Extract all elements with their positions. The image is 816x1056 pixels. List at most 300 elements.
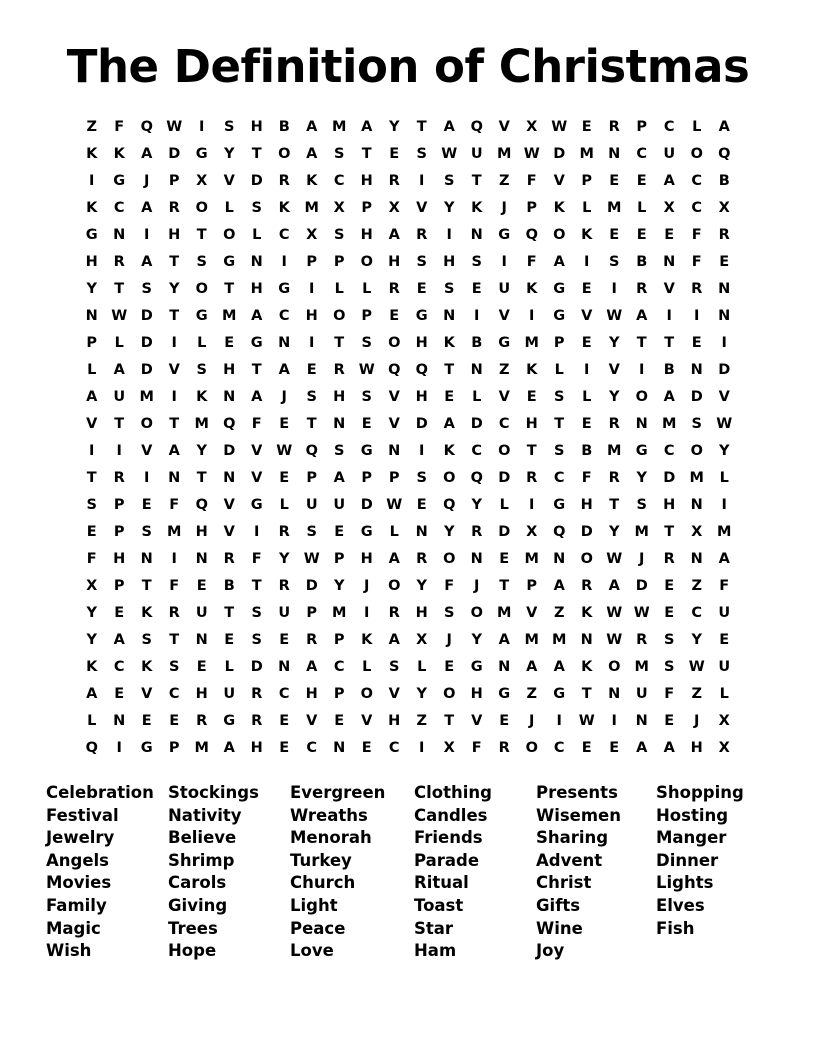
puzzle-grid-cell[interactable]: F <box>664 686 675 702</box>
word-list-item[interactable]: Peace <box>290 918 346 938</box>
puzzle-grid-cell[interactable]: T <box>196 227 207 243</box>
puzzle-grid-cell[interactable]: A <box>663 389 675 405</box>
puzzle-grid-cell[interactable]: V <box>416 200 428 216</box>
puzzle-grid-cell[interactable]: Q <box>718 146 731 162</box>
puzzle-grid-cell[interactable]: C <box>691 173 703 189</box>
puzzle-grid-cell[interactable]: I <box>556 713 562 729</box>
puzzle-grid-cell[interactable]: Y <box>471 632 482 648</box>
puzzle-grid-cell[interactable]: H <box>113 551 126 567</box>
puzzle-grid-cell[interactable]: A <box>306 119 318 135</box>
puzzle-grid-cell[interactable]: S <box>306 524 317 540</box>
puzzle-grid-cell[interactable]: T <box>334 335 345 351</box>
puzzle-grid-cell[interactable]: Y <box>389 119 400 135</box>
puzzle-grid-cell[interactable]: S <box>416 470 427 486</box>
puzzle-grid-cell[interactable]: S <box>471 254 482 270</box>
puzzle-grid-cell[interactable]: Q <box>443 497 456 513</box>
puzzle-grid-cell[interactable]: D <box>140 335 153 351</box>
puzzle-grid-cell[interactable]: R <box>388 605 400 621</box>
puzzle-grid-cell[interactable]: G <box>250 335 263 351</box>
puzzle-grid-cell[interactable]: T <box>114 281 125 297</box>
puzzle-grid-cell[interactable]: N <box>415 524 428 540</box>
puzzle-grid-cell[interactable]: U <box>718 659 731 675</box>
puzzle-grid-cell[interactable]: Q <box>415 362 428 378</box>
puzzle-grid-cell[interactable]: K <box>581 227 593 243</box>
puzzle-grid-cell[interactable]: Y <box>86 281 97 297</box>
puzzle-grid-cell[interactable]: M <box>304 200 319 216</box>
puzzle-grid-cell[interactable]: T <box>86 470 97 486</box>
puzzle-grid-cell[interactable]: H <box>250 281 263 297</box>
puzzle-grid-cell[interactable]: L <box>582 389 592 405</box>
puzzle-grid-cell[interactable]: K <box>306 173 318 189</box>
puzzle-grid-cell[interactable]: M <box>497 605 512 621</box>
puzzle-grid-cell[interactable]: V <box>251 470 263 486</box>
puzzle-grid-cell[interactable]: K <box>86 200 98 216</box>
puzzle-grid-cell[interactable]: L <box>224 659 234 675</box>
puzzle-grid-cell[interactable]: R <box>636 281 648 297</box>
puzzle-grid-cell[interactable]: E <box>416 281 427 297</box>
puzzle-grid-cell[interactable]: H <box>85 254 98 270</box>
puzzle-grid-cell[interactable]: D <box>360 497 373 513</box>
puzzle-grid-cell[interactable]: A <box>223 740 235 756</box>
puzzle-grid-cell[interactable]: D <box>690 389 703 405</box>
puzzle-grid-cell[interactable]: A <box>553 578 565 594</box>
puzzle-grid-cell[interactable]: C <box>553 470 565 486</box>
puzzle-grid-cell[interactable]: N <box>470 551 483 567</box>
puzzle-grid-cell[interactable]: E <box>279 632 290 648</box>
word-list-item[interactable]: Jewelry <box>46 828 115 848</box>
puzzle-grid-cell[interactable]: L <box>114 335 124 351</box>
puzzle-grid-cell[interactable]: K <box>443 335 455 351</box>
puzzle-grid-cell[interactable]: Y <box>224 146 235 162</box>
word-list-item[interactable]: Fish <box>656 918 695 938</box>
puzzle-grid-cell[interactable]: K <box>86 146 98 162</box>
puzzle-grid-cell[interactable]: K <box>141 659 153 675</box>
puzzle-grid-cell[interactable]: Q <box>553 524 566 540</box>
puzzle-grid-cell[interactable]: D <box>250 659 263 675</box>
puzzle-grid-cell[interactable]: U <box>635 686 648 702</box>
puzzle-grid-cell[interactable]: I <box>639 362 645 378</box>
puzzle-grid-cell[interactable]: V <box>361 713 373 729</box>
puzzle-grid-cell[interactable]: V <box>223 173 235 189</box>
puzzle-grid-cell[interactable]: X <box>718 200 730 216</box>
puzzle-grid-cell[interactable]: A <box>388 551 400 567</box>
puzzle-grid-cell[interactable]: C <box>663 119 675 135</box>
puzzle-grid-cell[interactable]: I <box>116 443 122 459</box>
word-list-item[interactable]: Shopping <box>656 783 744 802</box>
puzzle-grid-cell[interactable]: U <box>113 389 126 405</box>
puzzle-grid-cell[interactable]: R <box>251 686 263 702</box>
puzzle-grid-cell[interactable]: G <box>553 281 566 297</box>
word-list-item[interactable]: Elves <box>656 895 705 915</box>
puzzle-grid-cell[interactable]: M <box>717 524 732 540</box>
puzzle-grid-cell[interactable]: P <box>526 200 538 216</box>
puzzle-grid-cell[interactable]: W <box>606 632 623 648</box>
puzzle-grid-cell[interactable]: P <box>113 497 125 513</box>
puzzle-grid-cell[interactable]: R <box>223 551 235 567</box>
word-list-item[interactable]: Wreaths <box>290 805 368 825</box>
puzzle-grid-cell[interactable]: O <box>360 254 373 270</box>
puzzle-grid-cell[interactable]: T <box>444 362 455 378</box>
puzzle-grid-cell[interactable]: H <box>195 686 208 702</box>
puzzle-grid-cell[interactable]: I <box>419 443 425 459</box>
puzzle-grid-cell[interactable]: G <box>195 146 208 162</box>
puzzle-grid-cell[interactable]: P <box>581 173 593 189</box>
puzzle-grid-cell[interactable]: A <box>333 470 345 486</box>
puzzle-grid-cell[interactable]: L <box>87 713 97 729</box>
puzzle-grid-cell[interactable]: T <box>169 632 180 648</box>
puzzle-grid-cell[interactable]: O <box>388 578 401 594</box>
puzzle-grid-cell[interactable]: A <box>636 740 648 756</box>
puzzle-grid-cell[interactable]: I <box>171 389 177 405</box>
puzzle-grid-cell[interactable]: S <box>251 605 262 621</box>
puzzle-grid-cell[interactable]: X <box>526 119 538 135</box>
puzzle-grid-cell[interactable]: V <box>388 416 400 432</box>
puzzle-grid-cell[interactable]: B <box>663 362 675 378</box>
word-list-item[interactable]: Sharing <box>536 828 609 848</box>
puzzle-grid-cell[interactable]: B <box>636 254 648 270</box>
puzzle-grid-cell[interactable]: A <box>306 146 318 162</box>
puzzle-grid-cell[interactable]: A <box>718 551 730 567</box>
puzzle-grid-cell[interactable]: E <box>581 740 592 756</box>
puzzle-grid-cell[interactable]: H <box>470 686 483 702</box>
puzzle-grid-cell[interactable]: S <box>609 254 620 270</box>
puzzle-grid-cell[interactable]: N <box>470 227 483 243</box>
puzzle-grid-cell[interactable]: P <box>168 173 180 189</box>
puzzle-grid-cell[interactable]: T <box>141 578 152 594</box>
puzzle-grid-cell[interactable]: X <box>526 524 538 540</box>
puzzle-grid-cell[interactable]: E <box>664 227 675 243</box>
puzzle-grid-cell[interactable]: L <box>197 335 207 351</box>
puzzle-grid-cell[interactable]: M <box>634 524 649 540</box>
puzzle-grid-cell[interactable]: T <box>554 416 565 432</box>
puzzle-grid-cell[interactable]: W <box>716 416 733 432</box>
puzzle-grid-cell[interactable]: O <box>470 605 483 621</box>
puzzle-grid-cell[interactable]: D <box>415 416 428 432</box>
puzzle-grid-cell[interactable]: V <box>388 389 400 405</box>
puzzle-grid-cell[interactable]: U <box>278 605 291 621</box>
puzzle-grid-cell[interactable]: N <box>223 470 236 486</box>
puzzle-grid-cell[interactable]: T <box>169 416 180 432</box>
puzzle-grid-cell[interactable]: O <box>278 146 291 162</box>
puzzle-grid-cell[interactable]: I <box>584 362 590 378</box>
puzzle-grid-cell[interactable]: M <box>552 632 567 648</box>
puzzle-grid-cell[interactable]: U <box>195 605 208 621</box>
word-list-item[interactable]: Advent <box>536 850 603 870</box>
puzzle-grid-cell[interactable]: N <box>278 335 291 351</box>
puzzle-grid-cell[interactable]: T <box>169 254 180 270</box>
puzzle-grid-cell[interactable]: R <box>608 470 620 486</box>
puzzle-grid-cell[interactable]: T <box>499 578 510 594</box>
word-list-item[interactable]: Movies <box>46 873 112 893</box>
puzzle-grid-cell[interactable]: E <box>636 227 647 243</box>
puzzle-grid-cell[interactable]: Y <box>691 632 702 648</box>
puzzle-grid-cell[interactable]: O <box>360 686 373 702</box>
puzzle-grid-cell[interactable]: S <box>444 605 455 621</box>
puzzle-grid-cell[interactable]: E <box>306 362 317 378</box>
puzzle-grid-cell[interactable]: P <box>168 740 180 756</box>
puzzle-grid-cell[interactable]: E <box>279 740 290 756</box>
word-list-item[interactable]: Parade <box>414 850 480 870</box>
puzzle-grid-cell[interactable]: N <box>608 146 621 162</box>
puzzle-grid-cell[interactable]: E <box>609 740 620 756</box>
puzzle-grid-cell[interactable]: H <box>580 497 593 513</box>
puzzle-grid-cell[interactable]: Z <box>86 119 97 135</box>
puzzle-grid-cell[interactable]: Y <box>169 281 180 297</box>
puzzle-grid-cell[interactable]: A <box>718 119 730 135</box>
puzzle-grid-cell[interactable]: S <box>251 632 262 648</box>
puzzle-grid-cell[interactable]: O <box>580 551 593 567</box>
puzzle-grid-cell[interactable]: K <box>526 362 538 378</box>
puzzle-grid-cell[interactable]: E <box>114 686 125 702</box>
puzzle-grid-cell[interactable]: J <box>474 578 480 594</box>
puzzle-grid-cell[interactable]: J <box>364 578 370 594</box>
puzzle-grid-cell[interactable]: Y <box>609 335 620 351</box>
puzzle-grid-cell[interactable]: N <box>690 497 703 513</box>
puzzle-grid-cell[interactable]: A <box>498 632 510 648</box>
puzzle-grid-cell[interactable]: M <box>524 632 539 648</box>
puzzle-grid-cell[interactable]: H <box>415 389 428 405</box>
puzzle-grid-cell[interactable]: S <box>141 632 152 648</box>
puzzle-grid-cell[interactable]: S <box>196 362 207 378</box>
word-list-item[interactable]: Giving <box>168 895 228 915</box>
puzzle-grid-cell[interactable]: S <box>664 632 675 648</box>
puzzle-grid-cell[interactable]: I <box>666 308 672 324</box>
puzzle-grid-cell[interactable]: S <box>141 281 152 297</box>
word-list-item[interactable]: Ritual <box>414 873 469 893</box>
puzzle-grid-cell[interactable]: U <box>305 497 318 513</box>
puzzle-grid-cell[interactable]: G <box>85 227 98 243</box>
puzzle-grid-cell[interactable]: S <box>444 173 455 189</box>
puzzle-grid-cell[interactable]: Y <box>334 578 345 594</box>
puzzle-grid-cell[interactable]: S <box>334 227 345 243</box>
puzzle-grid-cell[interactable]: P <box>333 551 345 567</box>
puzzle-grid-cell[interactable]: T <box>196 470 207 486</box>
puzzle-grid-cell[interactable]: H <box>388 254 401 270</box>
puzzle-grid-cell[interactable]: X <box>443 740 455 756</box>
puzzle-grid-cell[interactable]: V <box>388 686 400 702</box>
puzzle-grid-cell[interactable]: E <box>581 416 592 432</box>
puzzle-grid-cell[interactable]: D <box>635 578 648 594</box>
puzzle-grid-cell[interactable]: A <box>388 227 400 243</box>
word-list-item[interactable]: Menorah <box>290 828 372 848</box>
puzzle-grid-cell[interactable]: C <box>333 173 345 189</box>
puzzle-grid-cell[interactable]: W <box>111 308 128 324</box>
puzzle-grid-cell[interactable]: S <box>224 119 235 135</box>
puzzle-grid-cell[interactable]: L <box>692 119 702 135</box>
puzzle-grid-cell[interactable]: S <box>416 254 427 270</box>
word-list-item[interactable]: Wine <box>536 918 583 938</box>
puzzle-grid-cell[interactable]: C <box>306 740 318 756</box>
puzzle-grid-cell[interactable]: R <box>691 281 703 297</box>
puzzle-grid-cell[interactable]: S <box>334 443 345 459</box>
word-list-item[interactable]: Love <box>290 941 334 961</box>
puzzle-grid-cell[interactable]: E <box>279 713 290 729</box>
puzzle-grid-cell[interactable]: Q <box>223 416 236 432</box>
puzzle-grid-cell[interactable]: E <box>141 497 152 513</box>
puzzle-grid-cell[interactable]: B <box>581 443 593 459</box>
puzzle-grid-cell[interactable]: Q <box>525 227 538 243</box>
puzzle-grid-cell[interactable]: D <box>140 362 153 378</box>
puzzle-grid-cell[interactable]: P <box>306 605 318 621</box>
puzzle-grid-cell[interactable]: O <box>525 740 538 756</box>
puzzle-grid-cell[interactable]: A <box>443 416 455 432</box>
word-list-item[interactable]: Friends <box>414 828 483 848</box>
puzzle-grid-cell[interactable]: X <box>416 632 428 648</box>
puzzle-grid-cell[interactable]: R <box>416 227 428 243</box>
puzzle-grid-cell[interactable]: W <box>688 659 705 675</box>
puzzle-grid-cell[interactable]: K <box>113 146 125 162</box>
puzzle-grid-cell[interactable]: N <box>608 686 621 702</box>
puzzle-grid-cell[interactable]: I <box>116 740 122 756</box>
puzzle-grid-cell[interactable]: C <box>278 308 290 324</box>
puzzle-grid-cell[interactable]: R <box>196 713 208 729</box>
puzzle-grid-cell[interactable]: E <box>361 416 372 432</box>
puzzle-grid-cell[interactable]: S <box>389 659 400 675</box>
puzzle-grid-cell[interactable]: P <box>361 200 373 216</box>
puzzle-grid-cell[interactable]: Y <box>416 686 427 702</box>
puzzle-grid-cell[interactable]: S <box>361 389 372 405</box>
puzzle-grid-cell[interactable]: Y <box>609 389 620 405</box>
puzzle-grid-cell[interactable]: L <box>334 281 344 297</box>
puzzle-grid-cell[interactable]: R <box>251 713 263 729</box>
puzzle-grid-cell[interactable]: E <box>664 578 675 594</box>
puzzle-grid-cell[interactable]: W <box>633 605 650 621</box>
puzzle-grid-cell[interactable]: W <box>276 443 293 459</box>
puzzle-grid-cell[interactable]: P <box>526 578 538 594</box>
puzzle-grid-cell[interactable]: P <box>113 578 125 594</box>
puzzle-grid-cell[interactable]: E <box>609 227 620 243</box>
puzzle-grid-cell[interactable]: V <box>86 416 98 432</box>
puzzle-grid-cell[interactable]: Y <box>86 632 97 648</box>
puzzle-grid-cell[interactable]: T <box>306 416 317 432</box>
puzzle-grid-cell[interactable]: A <box>113 632 125 648</box>
puzzle-grid-cell[interactable]: P <box>86 335 98 351</box>
puzzle-grid-cell[interactable]: C <box>388 740 400 756</box>
puzzle-grid-cell[interactable]: K <box>141 605 153 621</box>
puzzle-grid-cell[interactable]: T <box>664 335 675 351</box>
puzzle-grid-cell[interactable]: T <box>444 713 455 729</box>
puzzle-grid-cell[interactable]: D <box>470 416 483 432</box>
puzzle-grid-cell[interactable]: R <box>306 632 318 648</box>
puzzle-grid-cell[interactable]: W <box>606 308 623 324</box>
puzzle-grid-cell[interactable]: G <box>195 308 208 324</box>
puzzle-grid-cell[interactable]: M <box>607 200 622 216</box>
puzzle-grid-cell[interactable]: E <box>416 497 427 513</box>
puzzle-grid-cell[interactable]: C <box>691 605 703 621</box>
puzzle-grid-cell[interactable]: F <box>526 173 537 189</box>
puzzle-grid-cell[interactable]: J <box>501 200 507 216</box>
word-list-item[interactable]: Ham <box>414 941 457 961</box>
puzzle-grid-cell[interactable]: V <box>498 389 510 405</box>
puzzle-grid-cell[interactable]: D <box>718 362 731 378</box>
puzzle-grid-cell[interactable]: Q <box>470 470 483 486</box>
puzzle-grid-cell[interactable]: R <box>718 227 730 243</box>
puzzle-grid-cell[interactable]: M <box>139 389 154 405</box>
puzzle-grid-cell[interactable]: E <box>361 740 372 756</box>
puzzle-grid-cell[interactable]: R <box>416 551 428 567</box>
puzzle-grid-cell[interactable]: R <box>278 578 290 594</box>
puzzle-grid-cell[interactable]: B <box>223 578 235 594</box>
puzzle-grid-cell[interactable]: O <box>553 227 566 243</box>
puzzle-grid-cell[interactable]: V <box>581 308 593 324</box>
puzzle-grid-cell[interactable]: S <box>169 659 180 675</box>
puzzle-grid-cell[interactable]: W <box>166 119 183 135</box>
puzzle-grid-cell[interactable]: F <box>86 551 97 567</box>
puzzle-grid-cell[interactable]: L <box>279 497 289 513</box>
puzzle-grid-cell[interactable]: G <box>223 713 236 729</box>
word-list-item[interactable]: Lights <box>656 873 714 893</box>
puzzle-grid-cell[interactable]: N <box>195 632 208 648</box>
puzzle-grid-cell[interactable]: C <box>113 659 125 675</box>
puzzle-grid-cell[interactable]: C <box>636 146 648 162</box>
puzzle-grid-cell[interactable]: J <box>281 389 287 405</box>
puzzle-grid-cell[interactable]: K <box>581 659 593 675</box>
puzzle-grid-cell[interactable]: F <box>251 551 262 567</box>
puzzle-grid-cell[interactable]: E <box>224 335 235 351</box>
puzzle-grid-cell[interactable]: I <box>144 227 150 243</box>
puzzle-grid-cell[interactable]: W <box>606 551 623 567</box>
puzzle-grid-cell[interactable]: F <box>114 119 125 135</box>
puzzle-grid-cell[interactable]: Y <box>279 551 290 567</box>
word-list-item[interactable]: Nativity <box>168 805 242 825</box>
puzzle-grid-cell[interactable]: H <box>305 308 318 324</box>
puzzle-grid-cell[interactable]: H <box>168 227 181 243</box>
puzzle-grid-cell[interactable]: J <box>144 173 150 189</box>
puzzle-grid-cell[interactable]: F <box>691 254 702 270</box>
puzzle-grid-cell[interactable]: W <box>551 119 568 135</box>
puzzle-grid-cell[interactable]: O <box>195 200 208 216</box>
puzzle-grid-cell[interactable]: N <box>85 308 98 324</box>
puzzle-grid-cell[interactable]: X <box>663 200 675 216</box>
puzzle-grid-cell[interactable]: N <box>553 551 566 567</box>
puzzle-grid-cell[interactable]: O <box>608 659 621 675</box>
puzzle-grid-cell[interactable]: A <box>306 659 318 675</box>
puzzle-grid-cell[interactable]: I <box>721 335 727 351</box>
puzzle-grid-cell[interactable]: I <box>611 713 617 729</box>
puzzle-grid-cell[interactable]: S <box>141 524 152 540</box>
puzzle-grid-cell[interactable]: O <box>195 281 208 297</box>
puzzle-grid-cell[interactable]: R <box>608 416 620 432</box>
puzzle-grid-cell[interactable]: T <box>114 416 125 432</box>
puzzle-grid-cell[interactable]: C <box>278 686 290 702</box>
puzzle-grid-cell[interactable]: M <box>194 416 209 432</box>
puzzle-grid-cell[interactable]: M <box>332 119 347 135</box>
puzzle-grid-cell[interactable]: E <box>224 632 235 648</box>
puzzle-grid-cell[interactable]: L <box>499 497 509 513</box>
word-list-item[interactable]: Celebration <box>46 783 154 802</box>
puzzle-grid-cell[interactable]: D <box>140 308 153 324</box>
puzzle-grid-cell[interactable]: N <box>635 713 648 729</box>
puzzle-grid-cell[interactable]: E <box>664 605 675 621</box>
puzzle-grid-cell[interactable]: T <box>224 281 235 297</box>
puzzle-grid-cell[interactable]: Z <box>691 686 702 702</box>
puzzle-grid-cell[interactable]: G <box>278 281 291 297</box>
puzzle-grid-cell[interactable]: P <box>361 308 373 324</box>
puzzle-grid-cell[interactable]: W <box>606 605 623 621</box>
puzzle-grid-cell[interactable]: W <box>358 362 375 378</box>
puzzle-grid-cell[interactable]: F <box>169 497 180 513</box>
puzzle-grid-cell[interactable]: A <box>168 443 180 459</box>
puzzle-grid-cell[interactable]: S <box>554 389 565 405</box>
puzzle-grid-cell[interactable]: F <box>581 470 592 486</box>
puzzle-grid-cell[interactable]: I <box>254 524 260 540</box>
puzzle-grid-cell[interactable]: I <box>89 443 95 459</box>
puzzle-grid-cell[interactable]: N <box>443 308 456 324</box>
puzzle-grid-cell[interactable]: D <box>663 470 676 486</box>
puzzle-grid-cell[interactable]: S <box>664 659 675 675</box>
puzzle-grid-cell[interactable]: G <box>470 659 483 675</box>
puzzle-grid-cell[interactable]: T <box>251 146 262 162</box>
